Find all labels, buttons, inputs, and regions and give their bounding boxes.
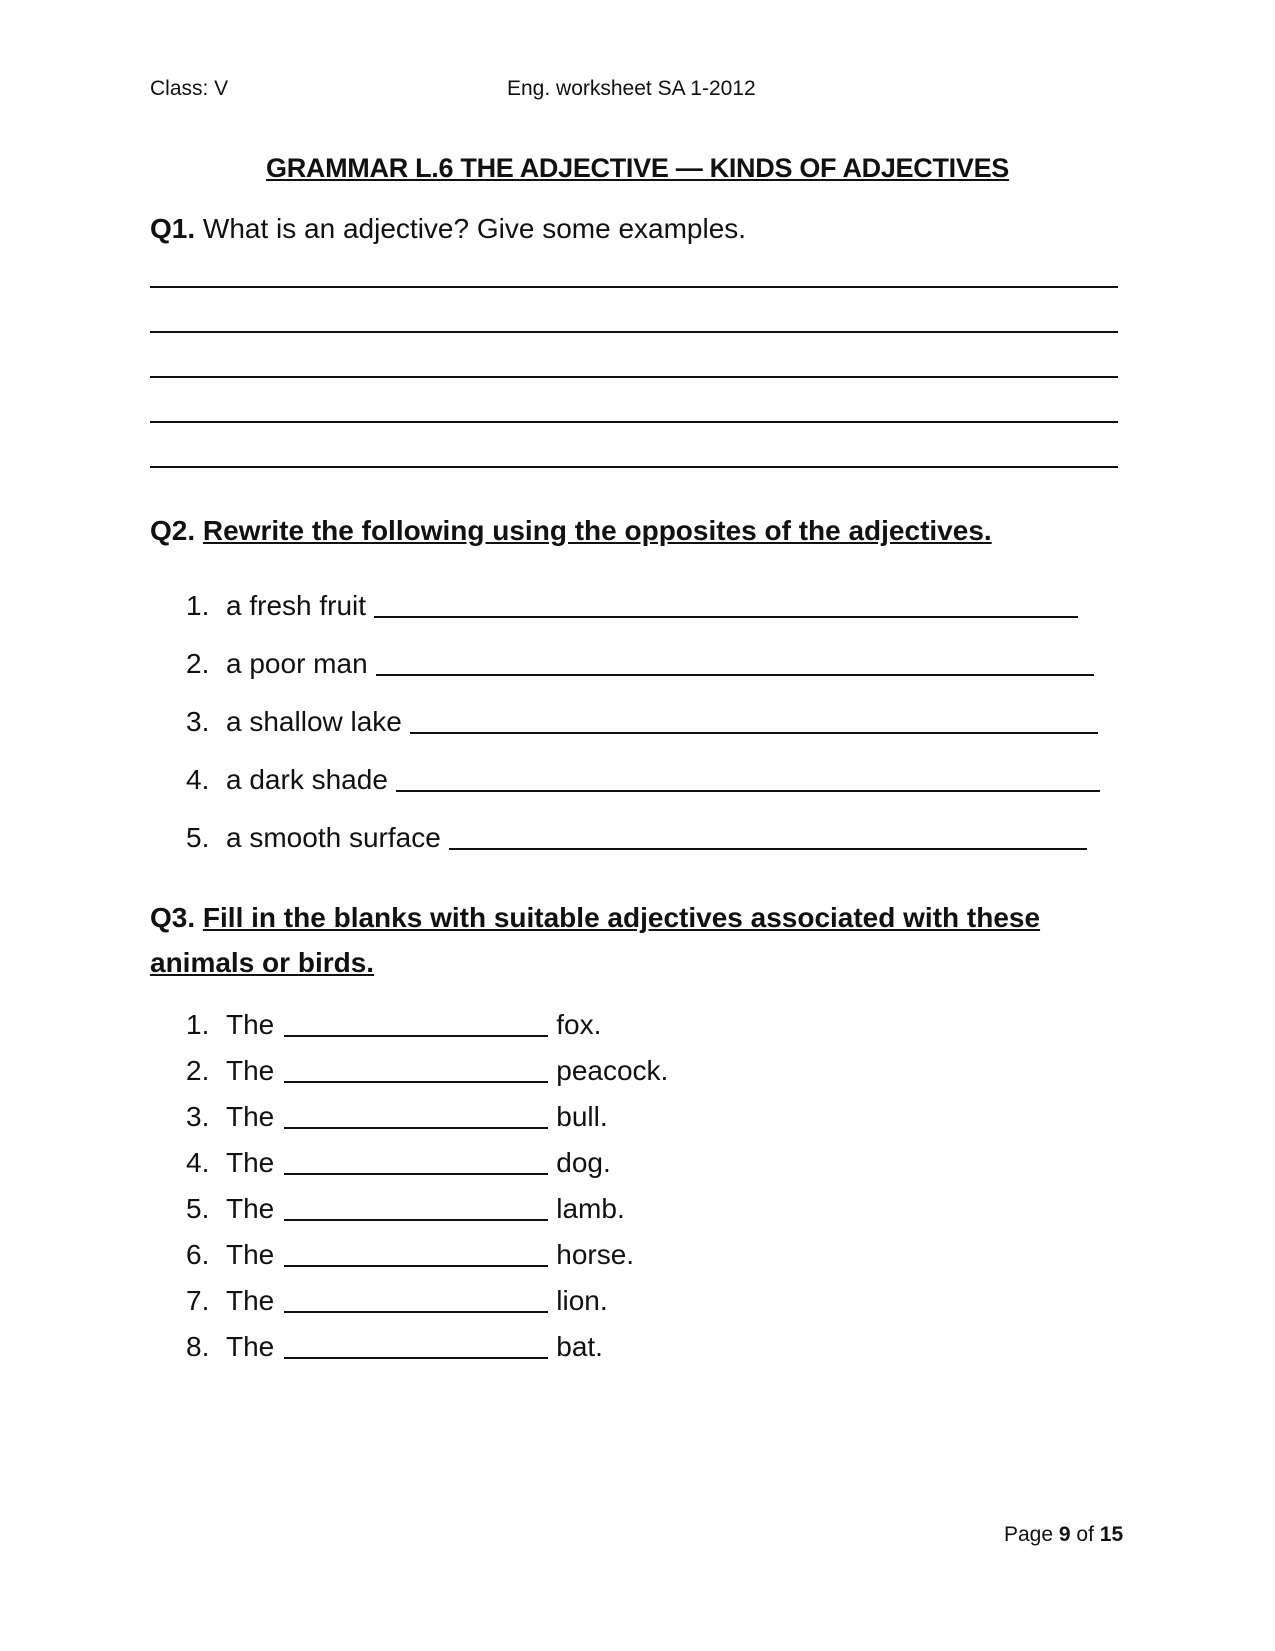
answer-blank[interactable]: [449, 848, 1087, 850]
page-number: [1004, 1523, 1123, 1547]
answer-blank[interactable]: [374, 616, 1078, 618]
list-item: [186, 1007, 601, 1041]
item-prefix: The: [226, 1285, 275, 1316]
item-prefix: The: [226, 1147, 275, 1178]
item-suffix: peacock.: [556, 1055, 669, 1086]
answer-blank[interactable]: [284, 1219, 548, 1221]
worksheet-label: Eng. worksheet SA 1-2012: [507, 77, 756, 100]
list-item: [186, 1099, 608, 1133]
answer-line[interactable]: [150, 286, 1118, 288]
item-prefix: The: [226, 1055, 275, 1086]
item-text: a smooth surface: [226, 822, 441, 853]
answer-blank[interactable]: [284, 1035, 548, 1037]
item-prefix: The: [226, 1101, 275, 1132]
item-text: a fresh fruit: [226, 590, 367, 621]
question-3-continued: [150, 947, 374, 979]
list-item: [186, 820, 1087, 854]
item-number: 6.: [186, 1239, 210, 1270]
answer-blank[interactable]: [396, 790, 1100, 792]
item-suffix: bull.: [556, 1101, 608, 1132]
list-item: [186, 588, 1078, 622]
question-1: [150, 213, 746, 245]
list-item: [186, 1283, 608, 1317]
answer-line[interactable]: [150, 466, 1118, 468]
list-item: [186, 1145, 611, 1179]
answer-blank[interactable]: [284, 1311, 548, 1313]
item-number: 1.: [186, 1009, 210, 1040]
answer-blank[interactable]: [284, 1357, 548, 1359]
item-number: 3.: [186, 706, 210, 737]
answer-line[interactable]: [150, 331, 1118, 333]
item-suffix: dog.: [556, 1147, 611, 1178]
item-number: 3.: [186, 1101, 210, 1132]
question-2: [150, 515, 992, 547]
class-label: Class: V: [150, 77, 229, 100]
answer-blank[interactable]: [376, 674, 1094, 676]
list-item: [186, 704, 1098, 738]
list-item: [186, 1053, 668, 1087]
page-title: GRAMMAR L.6 THE ADJECTIVE — KINDS OF ADJECTIVES: [266, 153, 1009, 183]
question-number: Q1.: [150, 213, 196, 244]
item-number: 8.: [186, 1331, 210, 1362]
answer-line[interactable]: [150, 376, 1118, 378]
item-suffix: lion.: [556, 1285, 608, 1316]
item-suffix: horse.: [556, 1239, 635, 1270]
list-item: [186, 1191, 625, 1225]
item-number: 2.: [186, 648, 210, 679]
question-text: Fill in the blanks with suitable adjectives associated with these: [202, 902, 1041, 933]
question-number: Q2.: [150, 515, 196, 546]
item-prefix: The: [226, 1193, 275, 1224]
question-text: animals or birds.: [150, 947, 375, 978]
question-text: Rewrite the following using the opposites of the adjectives.: [202, 515, 992, 546]
item-prefix: The: [226, 1331, 275, 1362]
list-item: [186, 646, 1094, 680]
item-number: 5.: [186, 1193, 210, 1224]
item-prefix: The: [226, 1009, 275, 1040]
page-word: Page: [1004, 1523, 1054, 1546]
list-item: [186, 762, 1100, 796]
question-number: Q3.: [150, 902, 196, 933]
answer-blank[interactable]: [284, 1127, 548, 1129]
item-number: 4.: [186, 764, 210, 795]
item-text: a shallow lake: [226, 706, 402, 737]
item-suffix: lamb.: [556, 1193, 625, 1224]
item-number: 7.: [186, 1285, 210, 1316]
item-number: 4.: [186, 1147, 210, 1178]
item-number: 1.: [186, 590, 210, 621]
current-page: 9: [1058, 1523, 1071, 1546]
list-item: [186, 1329, 603, 1363]
item-suffix: bat.: [556, 1331, 603, 1362]
answer-blank[interactable]: [410, 732, 1098, 734]
of-word: of: [1076, 1523, 1094, 1546]
list-item: [186, 1237, 634, 1271]
answer-blank[interactable]: [284, 1081, 548, 1083]
item-number: 5.: [186, 822, 210, 853]
answer-blank[interactable]: [284, 1265, 548, 1267]
question-text: What is an adjective? Give some examples.: [202, 213, 747, 244]
item-prefix: The: [226, 1239, 275, 1270]
answer-blank[interactable]: [284, 1173, 548, 1175]
item-number: 2.: [186, 1055, 210, 1086]
item-text: a dark shade: [226, 764, 388, 795]
item-suffix: fox.: [556, 1009, 602, 1040]
answer-line[interactable]: [150, 421, 1118, 423]
total-pages: 15: [1099, 1523, 1124, 1546]
item-text: a poor man: [226, 648, 368, 679]
question-3: [150, 902, 1040, 934]
